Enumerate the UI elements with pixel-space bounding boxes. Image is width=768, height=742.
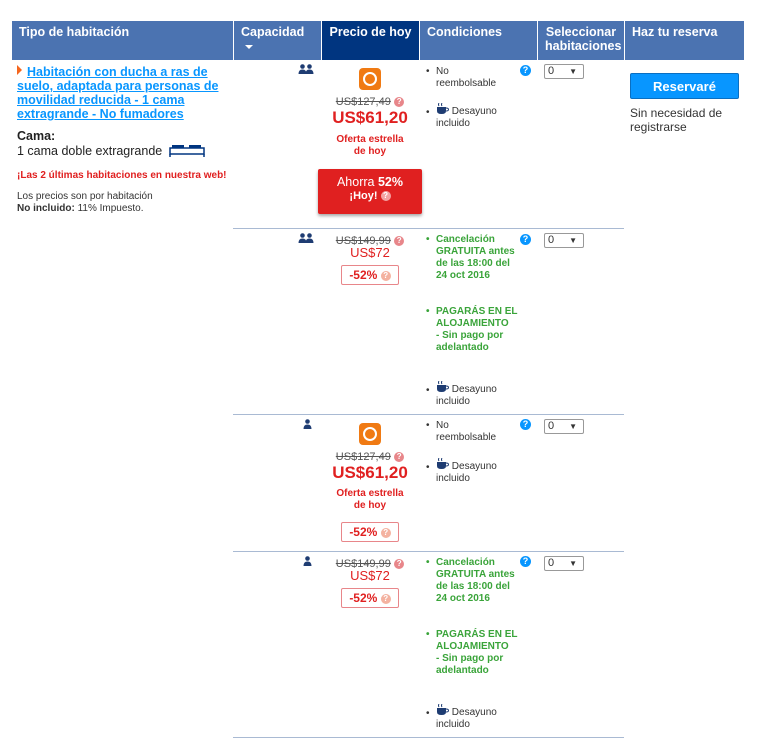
header-capacity[interactable]: Capacidad <box>234 21 322 60</box>
not-included: No incluido: 11% Impuesto. <box>17 203 144 214</box>
header-room-type: Tipo de habitación <box>12 21 234 60</box>
header-price-today[interactable]: Precio de hoy <box>322 21 420 60</box>
arrow-right-icon <box>17 65 22 75</box>
help-icon[interactable]: ? <box>520 65 531 76</box>
condition-pay-at-property: • PAGARÁS EN EL ALOJAMIENTO - Sin pago por adelantado <box>426 629 518 676</box>
room-info <box>17 65 227 215</box>
coffee-cup-icon <box>436 458 449 470</box>
no-registration-note: Sin necesidad de registrarse <box>630 106 723 134</box>
dropdown-arrow-icon: ▼ <box>569 422 577 431</box>
discount-badge: -52% ? <box>341 588 399 608</box>
info-icon[interactable]: ? <box>394 559 404 569</box>
coffee-cup-icon <box>436 103 449 115</box>
old-price: US$127,49 ? <box>322 94 418 108</box>
condition-item: • Desayuno incluido <box>426 381 526 408</box>
grid-line <box>233 414 624 415</box>
table-header <box>12 21 744 60</box>
room-quantity-select[interactable]: 0 ▼ <box>544 556 584 571</box>
star-offer-label: Oferta estrella de hoy <box>336 134 404 157</box>
help-icon[interactable]: ? <box>520 556 531 567</box>
dropdown-arrow-icon: ▼ <box>569 236 577 245</box>
current-price: US$72 <box>350 568 390 583</box>
discount-badge: -52% ? <box>341 265 399 285</box>
bed-icon <box>169 144 205 157</box>
one-person-icon <box>303 419 312 429</box>
grid-line <box>233 551 624 552</box>
discount-badge: -52% ? <box>341 522 399 542</box>
header-reserve: Haz tu reserva <box>625 21 744 60</box>
one-person-icon <box>303 556 312 566</box>
two-persons-icon <box>298 233 314 243</box>
deal-badge-icon <box>359 68 381 90</box>
condition-item: • Desayuno incluido <box>426 704 526 731</box>
condition-free-cancel: • Cancelación GRATUITA antes de las 18:00 del 24 oct 2016 <box>426 234 515 281</box>
condition-item: • Desayuno incluido <box>426 458 526 485</box>
info-icon[interactable]: ? <box>394 236 404 246</box>
coffee-cup-icon <box>436 704 449 716</box>
room-quantity-select[interactable]: 0 ▼ <box>544 233 584 248</box>
condition-item: • No reembolsable <box>426 66 497 89</box>
sort-caret-icon <box>245 45 253 49</box>
coffee-cup-icon <box>436 381 449 393</box>
condition-free-cancel: • Cancelación GRATUITA antes de las 18:00 del 24 oct 2016 <box>426 557 515 604</box>
current-price: US$61,20 <box>332 463 408 482</box>
info-icon[interactable]: ? <box>394 452 404 462</box>
current-price: US$72 <box>350 245 390 260</box>
two-persons-icon <box>298 64 314 74</box>
bed-label: Cama: <box>17 129 56 143</box>
old-price: US$149,99 ? <box>322 233 418 247</box>
help-icon[interactable]: ? <box>520 419 531 430</box>
room-name-link[interactable]: Habitación con ducha a ras de suelo, adaptada para personas de movilidad reducida - 1 cama extragrande - No fumadores <box>17 65 219 121</box>
info-icon[interactable]: ? <box>381 528 391 538</box>
condition-item: • No reembolsable <box>426 420 497 443</box>
dropdown-arrow-icon: ▼ <box>569 67 577 76</box>
info-icon[interactable]: ? <box>381 594 391 604</box>
current-price: US$61,20 <box>332 108 408 127</box>
room-quantity-select[interactable]: 0 ▼ <box>544 64 584 79</box>
urgency-message: ¡Las 2 últimas habitaciones en nuestra web! <box>17 170 227 181</box>
prices-note: Los precios son por habitación <box>17 191 153 202</box>
reserve-button[interactable]: Reservaré <box>630 73 739 99</box>
room-quantity-select[interactable]: 0 ▼ <box>544 419 584 434</box>
old-price: US$149,99 ? <box>322 556 418 570</box>
deal-badge-icon <box>359 423 381 445</box>
condition-item: • Desayuno incluido <box>426 103 526 130</box>
grid-line <box>233 737 624 738</box>
info-icon[interactable]: ? <box>381 271 391 281</box>
grid-line <box>233 228 624 229</box>
condition-pay-at-property: • PAGARÁS EN EL ALOJAMIENTO - Sin pago por adelantado <box>426 306 518 353</box>
dropdown-arrow-icon: ▼ <box>569 559 577 568</box>
old-price: US$127,49 ? <box>322 449 418 463</box>
star-offer-label: Oferta estrella de hoy <box>336 488 404 511</box>
savings-banner: Ahorra 52% ¡Hoy! ? <box>318 169 422 214</box>
info-icon[interactable]: ? <box>381 191 391 201</box>
header-select-rooms: Seleccionar habitaciones <box>538 21 625 60</box>
info-icon[interactable]: ? <box>394 97 404 107</box>
header-conditions: Condiciones <box>420 21 538 60</box>
help-icon[interactable]: ? <box>520 234 531 245</box>
bed-value: 1 cama doble extragrande <box>17 144 227 158</box>
